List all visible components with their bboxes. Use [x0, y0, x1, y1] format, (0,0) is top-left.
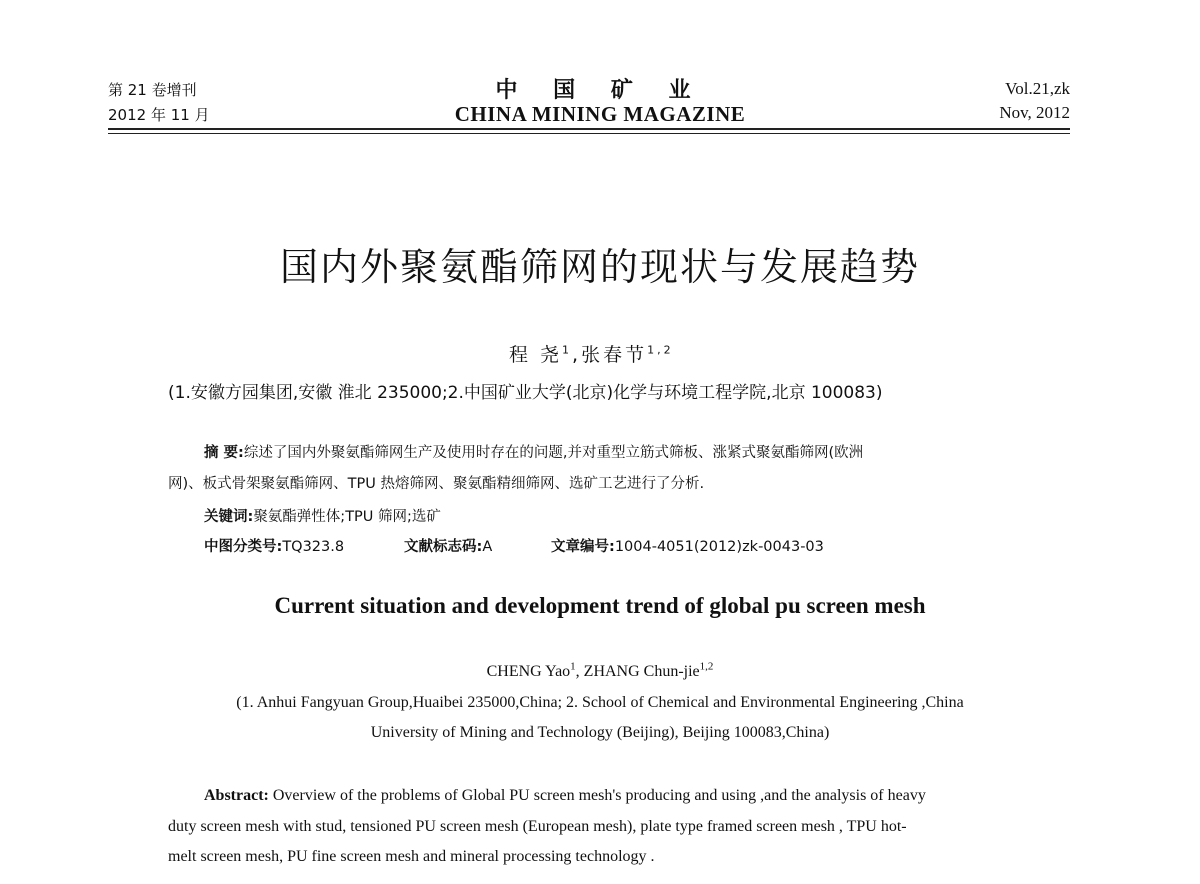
article-id-label: 文章编号:: [551, 539, 615, 555]
authors-cn: [509, 340, 674, 367]
header-rule-top: [108, 128, 1070, 130]
author-separator: ,: [572, 344, 582, 366]
date-cn: 2012 年 11 月: [108, 106, 210, 124]
journal-name-en: CHINA MINING MAGAZINE: [454, 102, 746, 126]
date-en: Nov, 2012: [999, 103, 1070, 122]
article-id-line: [551, 535, 824, 556]
doc-code-label: 文献标志码:: [404, 539, 483, 555]
author2-name-en: ZHANG Chun-jie: [583, 663, 700, 680]
author1-en-sup: 1: [570, 660, 576, 673]
classification-line: [204, 535, 344, 556]
author2-affil-sup: 1,2: [647, 343, 674, 357]
volume-issue-cn: 第 21 卷增刊: [108, 81, 197, 99]
header-rule-bottom: [108, 133, 1070, 134]
doc-code-value: A: [482, 539, 493, 555]
abstract-en-line2: duty screen mesh with stud, tensioned PU screen mesh (European mesh), plate type framed screen mesh , TPU hot-: [168, 818, 907, 835]
affiliation-en-line1: (1. Anhui Fangyuan Group,Huaibei 235000,China; 2. School of Chemical and Environmental Engineering ,China: [236, 694, 964, 711]
abstract-text-en-1: Overview of the problems of Global PU screen mesh's producing and using ,and the analysis of heavy: [272, 787, 926, 804]
author1-affil-sup: 1: [562, 343, 573, 357]
abstract-label-cn: 摘 要:: [204, 445, 244, 461]
abstract-cn-line2: 网)、板式骨架聚氨酯筛网、TPU 热熔筛网、聚氨酯精细筛网、选矿工艺进行了分析.: [168, 476, 705, 492]
article-id-value: 1004-4051(2012)zk-0043-03: [614, 539, 824, 555]
author1-name-en: CHENG Yao: [486, 663, 571, 680]
article-title-en: Current situation and development trend of global pu screen mesh: [274, 593, 926, 618]
clc-label: 中图分类号:: [204, 539, 283, 555]
keywords-label-cn: 关键词:: [204, 509, 254, 525]
author-separator-en: ,: [575, 663, 584, 680]
authors-en: [0, 660, 1200, 681]
abstract-label-en: Abstract:: [204, 787, 269, 804]
keywords-value-cn: 聚氨酯弹性体;TPU 筛网;选矿: [253, 509, 441, 525]
abstract-en-line3: melt screen mesh, PU fine screen mesh and mineral processing technology .: [168, 848, 655, 865]
clc-value: TQ323.8: [282, 539, 345, 555]
volume-issue-en: Vol.21,zk: [1005, 79, 1070, 98]
affiliation-en-line2: University of Mining and Technology (Beijing), Beijing 100083,China): [370, 724, 830, 741]
author2-name-cn: 张春节: [581, 344, 648, 366]
author2-en-sup: 1,2: [699, 660, 714, 673]
author1-name-cn: 程 尧: [509, 344, 563, 366]
abstract-cn-line1: [204, 441, 863, 462]
doc-code-line: [404, 535, 492, 556]
article-title-cn: 国内外聚氨酯筛网的现状与发展趋势: [279, 245, 920, 289]
journal-name-cn: 中 国 矿 业: [495, 78, 705, 103]
abstract-text-cn-1: 综述了国内外聚氨酯筛网生产及使用时存在的问题,并对重型立筋式筛板、涨紧式聚氨酯筛网(欧洲: [243, 445, 864, 461]
keywords-cn: [204, 505, 441, 526]
affiliation-cn: (1.安徽方园集团,安徽 淮北 235000;2.中国矿业大学(北京)化学与环境工程学院,北京 100083): [168, 383, 883, 403]
abstract-en-line1: [204, 787, 926, 805]
